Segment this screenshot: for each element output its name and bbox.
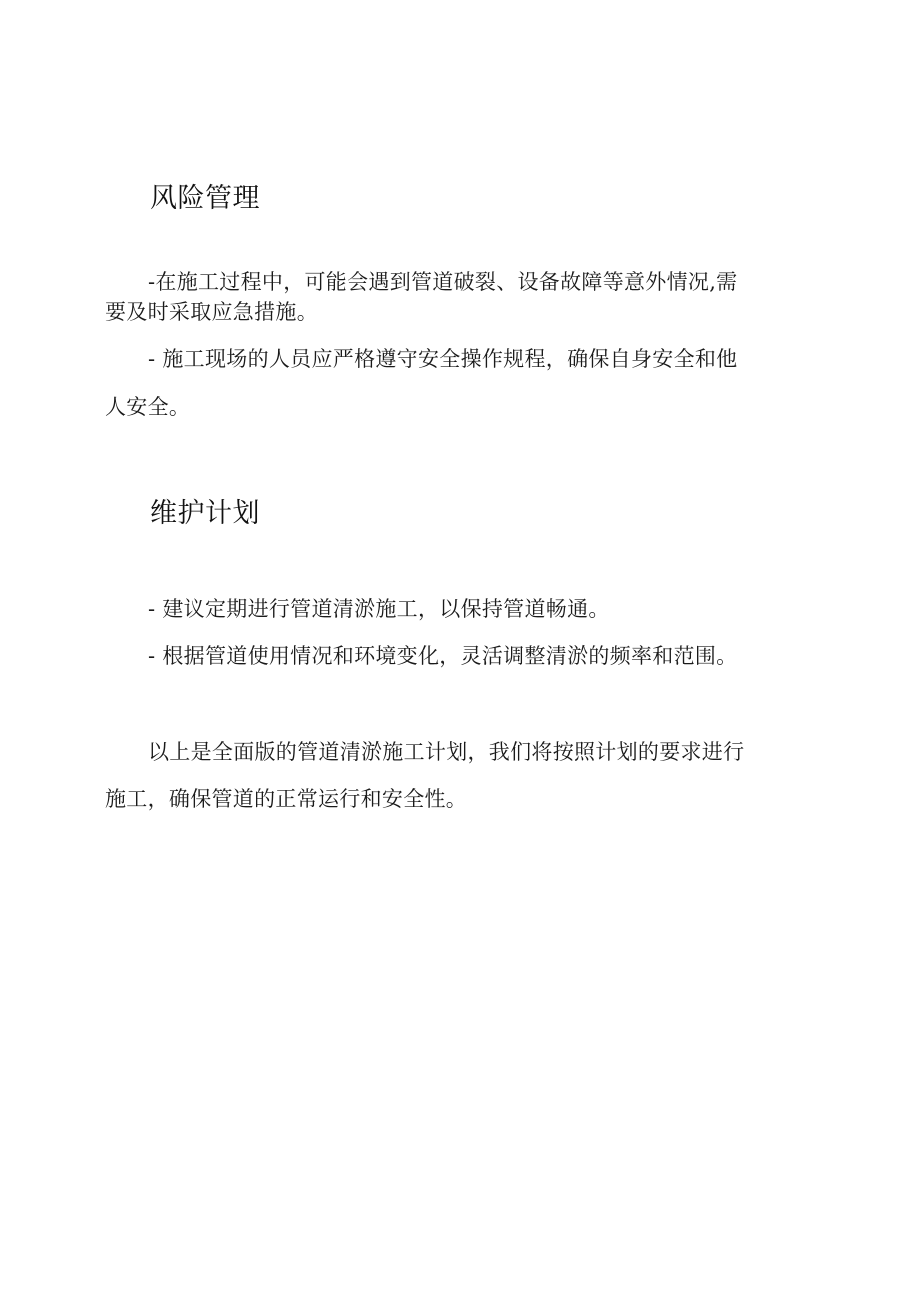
maintenance-item-2: - 根据管道使用情况和环境变化，灵活调整清淤的频率和范围。 [148, 644, 738, 668]
risk-item-1-line-1: -在施工过程中，可能会遇到管道破裂、设备故障等意外情况,需 [148, 270, 738, 294]
conclusion-line-2: 施工，确保管道的正常运行和安全性。 [105, 787, 468, 811]
conclusion-line-1: 以上是全面版的管道清淤施工计划，我们将按照计划的要求进行 [148, 740, 745, 764]
section-heading-risk-management: 风险管理 [150, 183, 260, 214]
section-heading-maintenance-plan: 维护计划 [150, 498, 260, 529]
maintenance-item-1: - 建议定期进行管道清淤施工，以保持管道畅通。 [148, 597, 610, 621]
risk-item-2-line-1: - 施工现场的人员应严格遵守安全操作规程，确保自身安全和他 [148, 347, 738, 371]
risk-item-2-line-2: 人安全。 [105, 395, 191, 419]
risk-item-1-line-2: 要及时采取应急措施。 [105, 300, 318, 324]
